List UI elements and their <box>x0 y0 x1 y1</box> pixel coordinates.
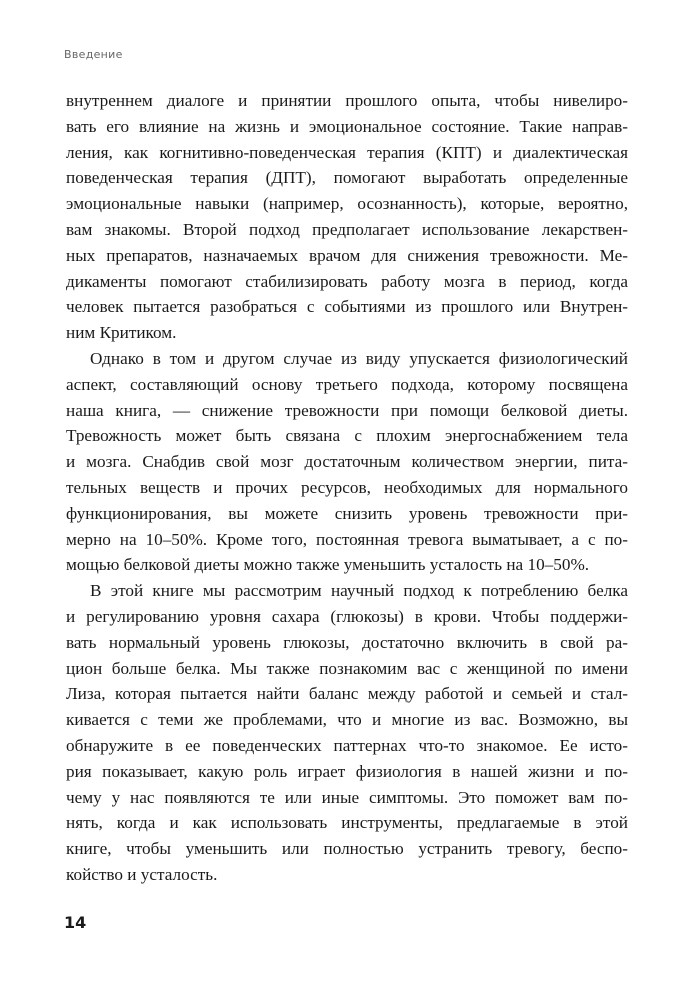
text-line: мерно на 10–50%. Кроме того, постоянная тревога выматывает, а с по- <box>66 529 628 549</box>
text-line: и мозга. Снабдив свой мозг достаточным количеством энергии, пита- <box>66 452 628 472</box>
text-line: и регулированию уровня сахара (глюкозы) в крови. Чтобы поддержи- <box>66 606 628 626</box>
text-line: рия показывает, какую роль играет физиология в нашей жизни и по- <box>66 761 628 781</box>
text-line: обнаружите в ее поведенческих паттернах что-то знакомое. Ее исто- <box>66 735 628 755</box>
paragraph-1 <box>66 88 628 346</box>
text-line: вать нормальный уровень глюкозы, достаточно включить в свой ра- <box>66 632 628 652</box>
text-line: тельных веществ и прочих ресурсов, необходимых для нормального <box>66 477 628 497</box>
text-line: внутреннем диалоге и принятии прошлого опыта, чтобы нивелиро- <box>66 91 628 110</box>
text-line: вам знакомы. Второй подход предполагает использование лекарствен- <box>66 219 628 239</box>
paragraph-3 <box>66 578 628 888</box>
text-line: Лиза, которая пытается найти баланс между работой и семьей и стал- <box>66 684 628 704</box>
text-line: ных препаратов, назначаемых врачом для снижения тревожности. Ме- <box>66 245 628 265</box>
text-line: мощью белковой диеты можно также уменьшить усталость на 10–50%. <box>66 555 590 575</box>
text-line: вать его влияние на жизнь и эмоциональное состояние. Такие направ- <box>66 116 628 136</box>
paragraph-2 <box>66 346 628 578</box>
text-line: цион больше белка. Мы также познакомим вас с женщиной по имени <box>66 658 628 678</box>
text-line: Однако в том и другом случае из виду упускается физиологический <box>90 348 628 368</box>
text-line: эмоциональные навыки (например, осознанность), которые, вероятно, <box>66 194 628 214</box>
text-line: дикаменты помогают стабилизировать работу мозга в период, когда <box>66 271 628 291</box>
text-line: наша книга, — снижение тревожности при помощи белковой диеты. <box>66 400 628 420</box>
text-line: В этой книге мы рассмотрим научный подход к потреблению белка <box>90 581 628 601</box>
text-line: кивается с теми же проблемами, что и многие из вас. Возможно, вы <box>66 710 628 730</box>
text-line: функционирования, вы можете снизить уровень тревожности при- <box>66 503 628 523</box>
page-number: 14 <box>64 913 87 932</box>
text-line: чему у нас появляются те или иные симптомы. Это поможет вам по- <box>66 787 628 807</box>
text-line: человек пытается разобраться с событиями из прошлого или Внутрен- <box>66 297 628 317</box>
body-text <box>66 88 628 888</box>
text-line: нять, когда и как использовать инструменты, предлагаемые в этой <box>66 813 628 833</box>
running-header: Введение <box>64 48 123 61</box>
text-line: Тревожность может быть связана с плохим энергоснабжением тела <box>66 426 628 446</box>
text-line: ним Критиком. <box>66 323 177 343</box>
text-line: койство и усталость. <box>66 864 218 884</box>
text-line: аспект, составляющий основу третьего подхода, которому посвящена <box>66 374 628 394</box>
text-line: ления, как когнитивно-поведенческая терапия (КПТ) и диалектическая <box>66 142 628 162</box>
text-line: книге, чтобы уменьшить или полностью устранить тревогу, беспо- <box>66 839 628 859</box>
text-line: поведенческая терапия (ДПТ), помогают выработать определенные <box>66 168 628 188</box>
